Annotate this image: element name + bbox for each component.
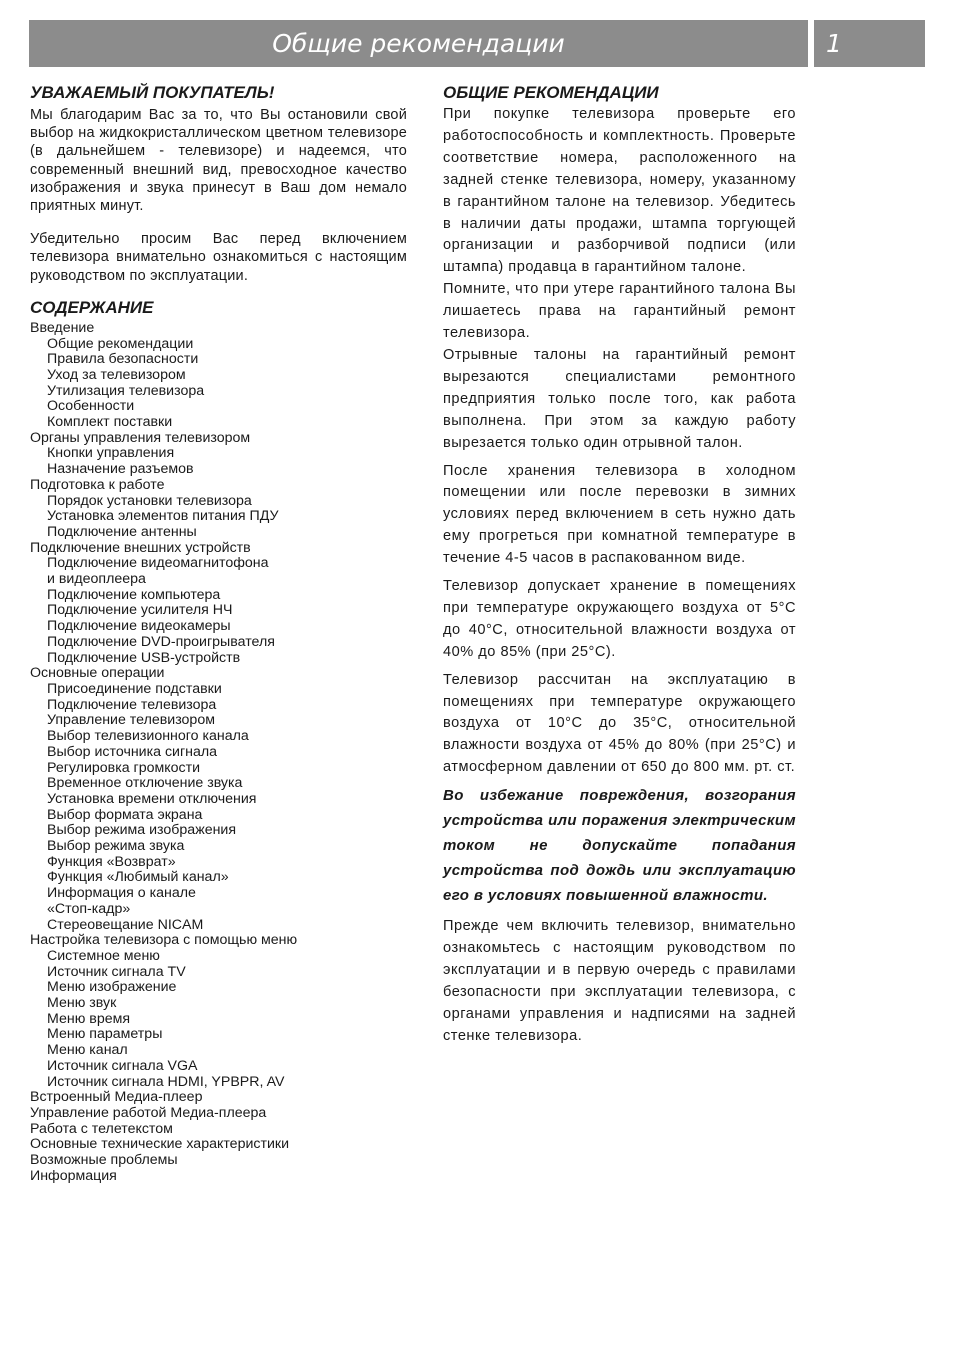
toc-subitem: Подключение усилителя НЧ — [47, 602, 233, 619]
toc-subitem: Источник сигнала TV — [47, 963, 186, 980]
table-of-contents — [30, 321, 407, 1185]
right-column — [443, 83, 796, 1048]
toc-subitem: Выбор режима изображения — [47, 822, 237, 839]
toc-subitem: Подключение видеомагнитофона — [47, 555, 269, 572]
toc-subitem: Подключение телевизора — [47, 696, 217, 713]
toc-subitem: Общие рекомендации — [47, 335, 194, 352]
cold-storage-paragraph: После хранения телевизора в холодном помещении или после перевозки в зимних условиях перед включением в сеть нужно дать ему прогреться при комнатной температуре в течение 4-5 часов в распакованном виде. — [443, 462, 796, 567]
toc-subitem: Утилизация телевизора — [47, 382, 205, 399]
toc-section: Органы управления телевизором — [30, 429, 251, 446]
greeting-heading: УВАЖАЕМЫЙ ПОКУПАТЕЛЬ! — [30, 83, 275, 102]
request-paragraph: Убедительно просим Вас перед включением телевизора внимательно ознакомиться с настоящим руководством по эксплуатации. — [30, 231, 407, 284]
toc-subitem: Меню время — [47, 1010, 131, 1027]
toc-subitem: Подключение компьютера — [47, 586, 221, 603]
left-column — [30, 83, 407, 1185]
toc-subitem: Кнопки управления — [47, 445, 175, 462]
warranty-loss-paragraph: Помните, что при утере гарантийного талона Вы лишаетесь права на гарантийный ремонт телевизора. — [443, 281, 796, 342]
storage-conditions-paragraph: Телевизор допускает хранение в помещениях при температуре окружающего воздуха от 5°С до 40°С, относительной влажности воздуха от 40% до 85% (при 25°С). — [443, 578, 796, 660]
toc-subitem: Стереовещание NICAM — [47, 916, 204, 933]
toc-subitem: Системное меню — [47, 947, 160, 964]
intro-paragraph: Мы благодарим Вас за то, что Вы остановили свой выбор на жидкокристаллическом цветном телевизоре (в дальнейшем - телевизоре) и надеемся, что современный внешний вид, превосходное качество изображения и звука принесут в Ваш дом немало приятных минут. — [30, 107, 407, 215]
toc-subitem: Управление телевизором — [47, 712, 215, 729]
toc-subitem: Источник сигнала HDMI, YPBPR, AV — [47, 1073, 285, 1090]
operating-conditions-paragraph: Телевизор рассчитан на эксплуатацию в помещениях при температуре окружающего воздуха от 10°С до 35°С, относительной влажности воздуха от 45% до 80% (при 25°С) и атмосферном давлении от 650 до 800 мм. рт. ст. — [443, 671, 796, 776]
toc-subitem: Выбор режима звука — [47, 838, 185, 855]
toc-subitem: Временное отключение звука — [47, 775, 243, 792]
toc-subitem: Выбор телевизионного канала — [47, 728, 249, 745]
toc-subitem: Подключение DVD-проигрывателя — [47, 633, 275, 650]
toc-subitem: Меню канал — [47, 1042, 128, 1059]
before-use-paragraph: Прежде чем включить телевизор, внимательно ознакомьтесь с настоящим руководством по эксплуатации и в первую очередь с правилами безопасности при эксплуатации телевизора, с органами управления и надписями на задней стенке телевизора. — [443, 918, 796, 1044]
toc-subitem: Назначение разъемов — [47, 461, 194, 478]
page-header-title: Общие рекомендации — [29, 20, 808, 67]
toc-subitem: Подключение USB-устройств — [47, 649, 241, 666]
toc-subitem: Функция «Возврат» — [47, 853, 176, 870]
toc-subitem: Меню изображение — [47, 979, 177, 996]
toc-section: Управление работой Медиа-плеера — [30, 1104, 267, 1121]
toc-section: Информация — [30, 1167, 117, 1184]
toc-subitem: Уход за телевизором — [47, 366, 186, 383]
toc-section: Настройка телевизора с помощью меню — [30, 932, 298, 949]
toc-subitem: Правила безопасности — [47, 351, 199, 368]
toc-subitem: Подключение видеокамеры — [47, 618, 231, 635]
toc-section: Основные операции — [30, 665, 165, 682]
toc-subitem: Порядок установки телевизора — [47, 492, 252, 509]
toc-subitem: Выбор формата экрана — [47, 806, 203, 823]
toc-subitem: Особенности — [47, 398, 135, 415]
toc-heading: СОДЕРЖАНИЕ — [30, 297, 154, 317]
toc-subitem: Регулировка громкости — [47, 759, 201, 776]
toc-section: Встроенный Медиа-плеер — [30, 1089, 203, 1106]
toc-subitem: «Стоп-кадр» — [47, 900, 131, 917]
toc-subitem: Меню параметры — [47, 1026, 163, 1043]
toc-subitem: и видеоплеера — [47, 571, 146, 588]
page-number: 1 — [814, 20, 925, 67]
toc-subitem: Комплект поставки — [47, 414, 173, 431]
toc-subitem: Установка времени отключения — [47, 790, 257, 807]
toc-subitem: Источник сигнала VGA — [47, 1057, 198, 1074]
moisture-warning: Во избежание повреждения, возгорания устройства или поражения электрическим током не допускайте попадания устройства под дождь или эксплуатацию его в условиях повышенной влажности. — [443, 787, 796, 905]
toc-section: Подготовка к работе — [30, 476, 165, 493]
tear-off-coupons-paragraph: Отрывные талоны на гарантийный ремонт вырезаются специалистами ремонтного предприятия только после того, как работа выполнена. При этом за каждую работу вырезается только один отрывной талон. — [443, 346, 796, 451]
toc-section: Введение — [30, 319, 95, 336]
toc-subitem: Выбор источника сигнала — [47, 743, 218, 760]
toc-subitem: Меню звук — [47, 995, 117, 1012]
toc-subitem: Функция «Любимый канал» — [47, 869, 229, 886]
general-recommendations-heading: ОБЩИЕ РЕКОМЕНДАЦИИ — [443, 83, 659, 102]
toc-section: Подключение внешних устройств — [30, 539, 251, 556]
purchase-check-paragraph: При покупке телевизора проверьте его работоспособность и комплектность. Проверьте соответствие номера, расположенного на задней стенке телевизора, номеру, указанному в гарантийном талоне на телевизор. Убедитесь в наличии даты продажи, штампа торгующей организации и разборчивой подписи (или штампа) продавца в гарантийном талоне. — [443, 106, 796, 276]
toc-section: Возможные проблемы — [30, 1152, 178, 1169]
toc-section: Основные технические характеристики — [30, 1136, 290, 1153]
toc-subitem: Присоединение подставки — [47, 681, 222, 697]
toc-section: Работа с телетекстом — [30, 1120, 173, 1137]
toc-subitem: Информация о канале — [47, 885, 196, 902]
toc-subitem: Установка элементов питания ПДУ — [47, 508, 279, 525]
toc-subitem: Подключение антенны — [47, 523, 197, 540]
